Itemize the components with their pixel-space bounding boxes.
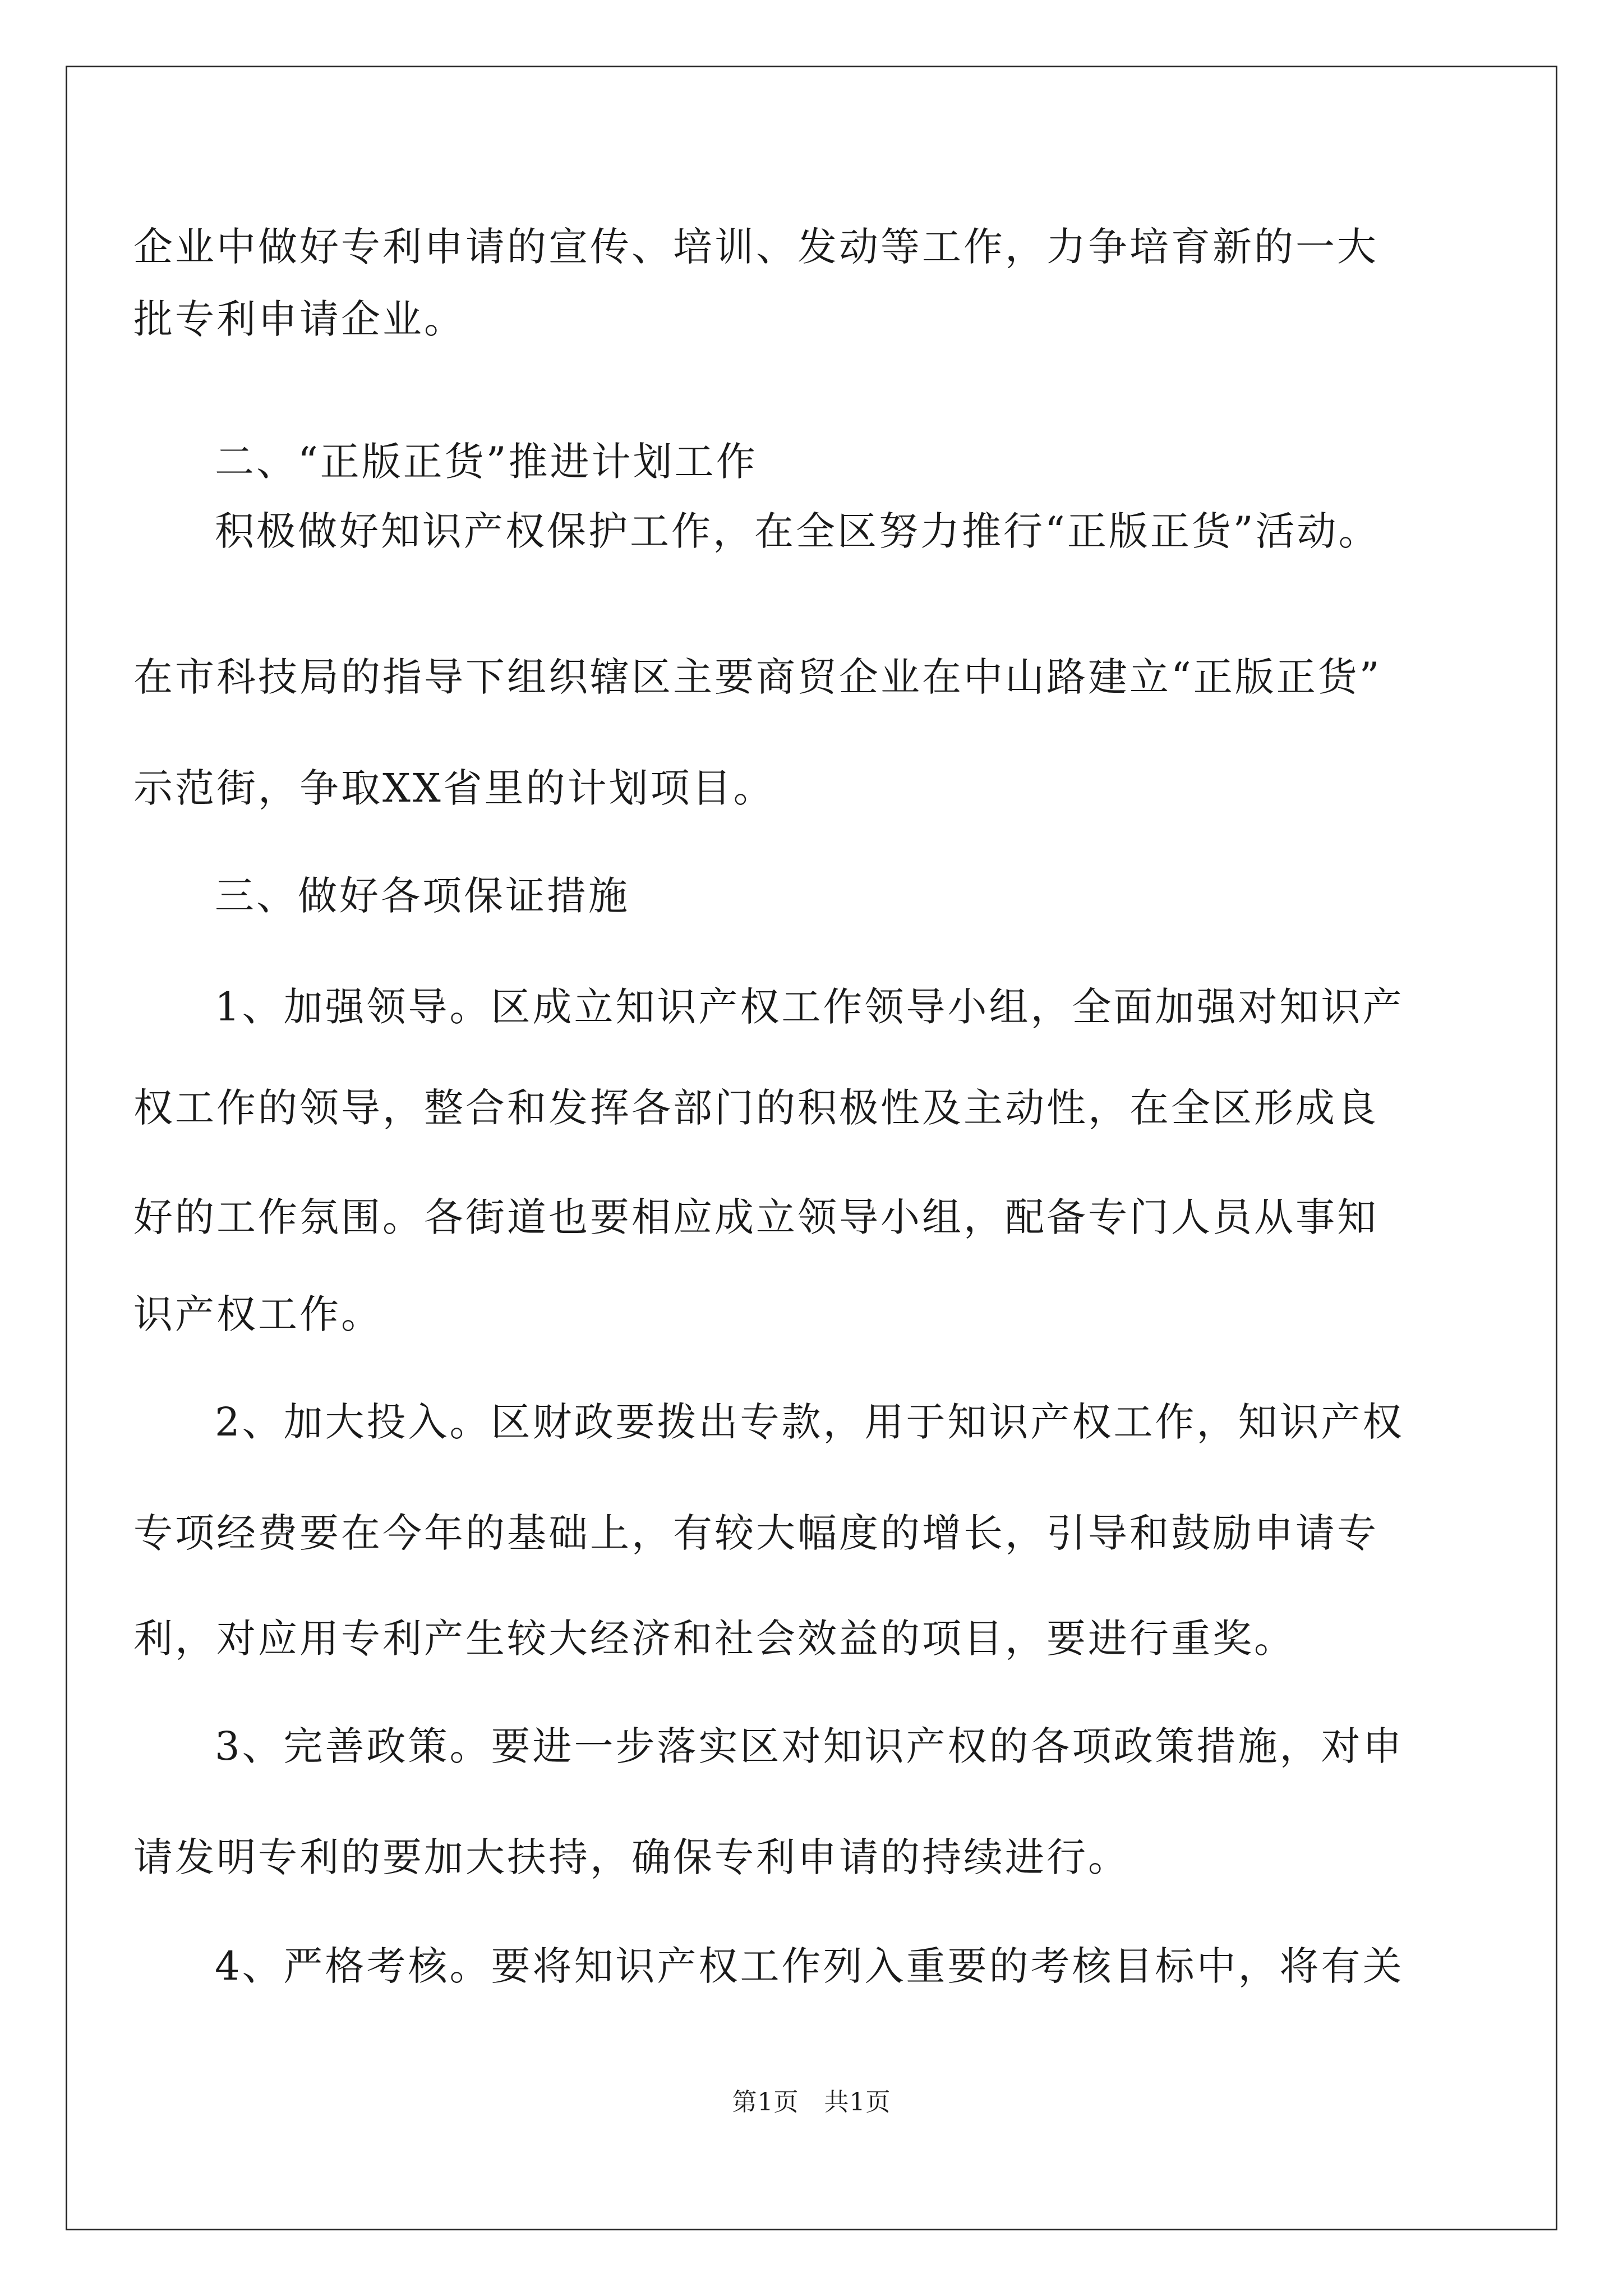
paragraph-line: 4、严格考核。要将知识产权工作列入重要的考核目标中，将有关 [215,1943,1404,1989]
paragraph-line: 批专利申请企业。 [133,296,465,342]
paragraph-line: 好的工作氛围。各街道也要相应成立领导小组，配备专门人员从事知 [133,1194,1378,1240]
paragraph-line: 专项经费要在今年的基础上，有较大幅度的增长，引导和鼓励申请专 [133,1510,1378,1556]
paragraph-line: 积极做好知识产权保护工作，在全区努力推行“正版正货”活动。 [215,508,1380,554]
paragraph-line: 3、完善政策。要进一步落实区对知识产权的各项政策措施，对申 [215,1723,1404,1769]
paragraph-line: 在市科技局的指导下组织辖区主要商贸企业在中山路建立“正版正货” [133,654,1382,700]
page-footer: 第1页 共1页 [732,2088,891,2116]
page-border [66,66,1557,2230]
paragraph-line: 示范街，争取XX省里的计划项目。 [133,765,775,811]
section-heading: 二、“正版正货”推进计划工作 [215,439,758,485]
paragraph-line: 请发明专利的要加大扶持，确保专利申请的持续进行。 [133,1834,1129,1880]
paragraph-line: 2、加大投入。区财政要拨出专款，用于知识产权工作，知识产权 [215,1399,1404,1445]
paragraph-line: 企业中做好专利申请的宣传、培训、发动等工作，力争培育新的一大 [133,224,1378,270]
paragraph-line: 利，对应用专利产生较大经济和社会效益的项目，要进行重奖。 [133,1616,1295,1662]
paragraph-line: 权工作的领导，整合和发挥各部门的积极性及主动性，在全区形成良 [133,1085,1378,1131]
paragraph-line: 1、加强领导。区成立知识产权工作领导小组，全面加强对知识产 [215,984,1404,1030]
section-heading: 三、做好各项保证措施 [215,873,630,919]
paragraph-line: 识产权工作。 [133,1291,382,1337]
